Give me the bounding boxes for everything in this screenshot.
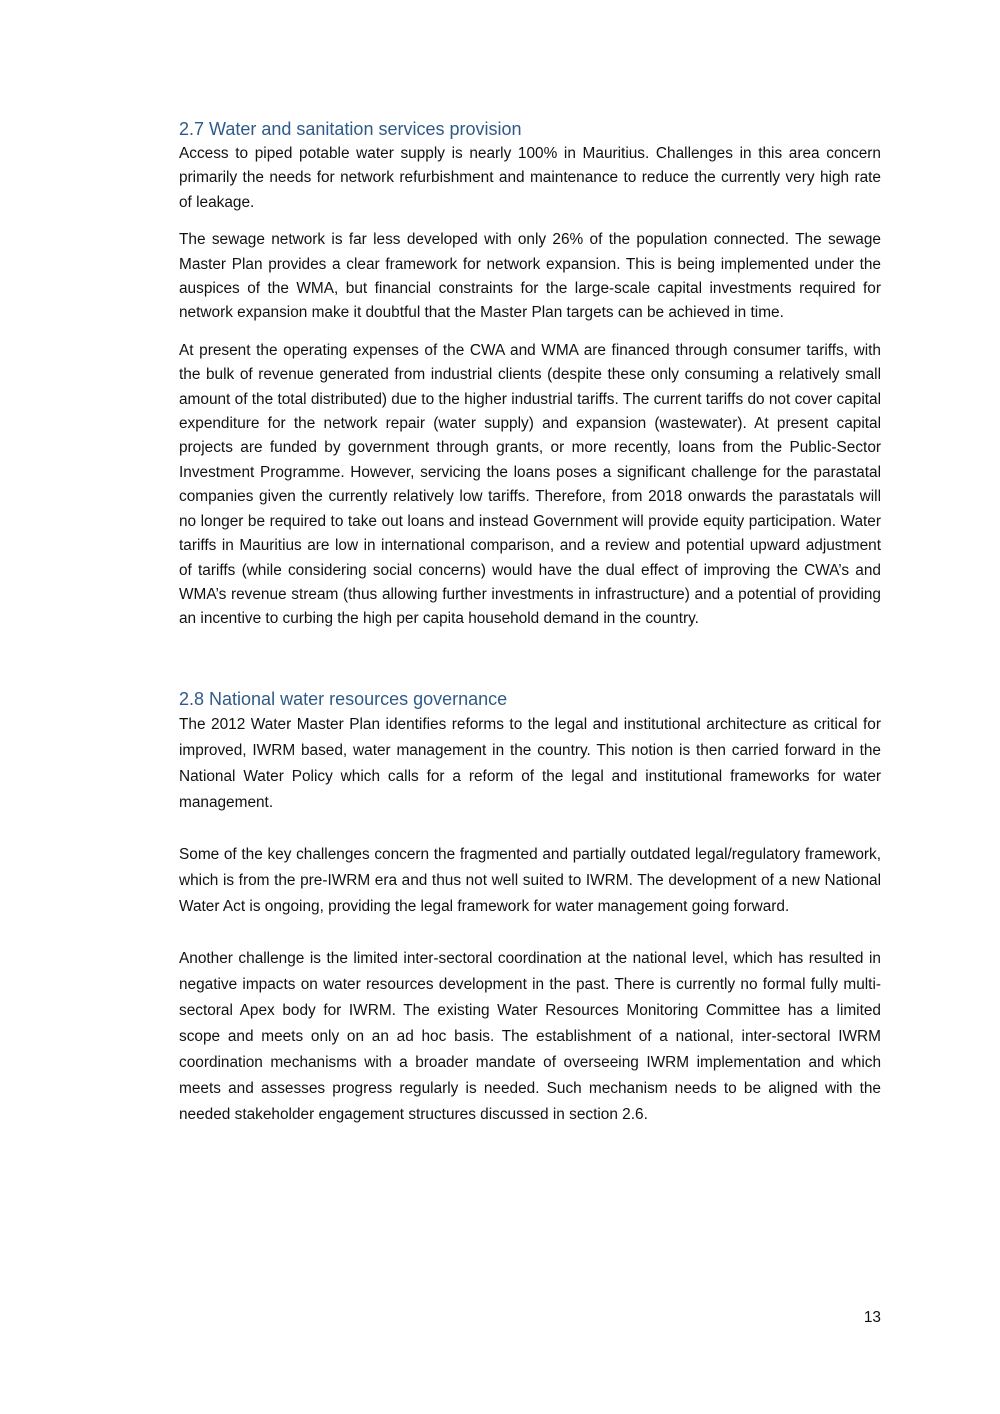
- paragraph: Some of the key challenges concern the fragmented and partially outdated legal/regulatory framework, which is from the pre-IWRM era and thus not well suited to IWRM. The development of a new National Water Act is ongoing, providing the legal framework for water management going forward.: [179, 845, 881, 915]
- section-heading: 2.8 National water resources governance: [179, 688, 508, 709]
- section-water-sanitation: [179, 116, 881, 632]
- paragraph: The 2012 Water Master Plan identifies reforms to the legal and institutional architecture as critical for improved, IWRM based, water management in the country. This notion is then carried forward in the National Water Policy which calls for a reform of the legal and institutional frameworks for water management.: [179, 715, 881, 811]
- section-heading: 2.7 Water and sanitation services provision: [179, 119, 522, 139]
- section-water-governance: [179, 686, 881, 1128]
- page-number: 13: [863, 1309, 881, 1326]
- paragraph: Access to piped potable water supply is nearly 100% in Mauritius. Challenges in this area concern primarily the needs for network refurbishment and maintenance to reduce the currently very high rate of leakage.: [179, 145, 881, 211]
- paragraph: The sewage network is far less developed with only 26% of the population connected. The sewage Master Plan provides a clear framework for network expansion. This is being implemented under the auspices of the WMA, but financial constraints for the large-scale capital investments required for network expansion make it doubtful that the Master Plan targets can be achieved in time.: [179, 231, 881, 322]
- document-page: [179, 116, 881, 1128]
- paragraph: Another challenge is the limited inter-sectoral coordination at the national level, which has resulted in negative impacts on water resources development in the past. There is currently no formal fully multi-sectoral Apex body for IWRM. The existing Water Resources Monitoring Committee has a limited scope and meets only on an ad hoc basis. The establishment of a national, inter-sectoral IWRM coordination mechanisms with a broader mandate of overseeing IWRM implementation and which meets and assesses progress regularly is needed. Such mechanism needs to be aligned with the needed stakeholder engagement structures discussed in section 2.6.: [179, 949, 881, 1123]
- paragraph: At present the operating expenses of the CWA and WMA are financed through consumer tariffs, with the bulk of revenue generated from industrial clients (despite these only consuming a relatively small amount of the total distributed) due to the higher industrial tariffs. The current tariffs do not cover capital expenditure for the network repair (water supply) and expansion (wastewater). At present capital projects are funded by government through grants, or more recently, loans from the Public-Sector Investment Programme. However, servicing the loans poses a significant challenge for the parastatal companies given the currently relatively low tariffs. Therefore, from 2018 onwards the parastatals will no longer be required to take out loans and instead Government will provide equity participation. Water tariffs in Mauritius are low in international comparison, and a review and potential upward adjustment of tariffs (while considering social concerns) would have the dual effect of improving the CWA’s and WMA’s revenue stream (thus allowing further investments in infrastructure) and a potential of providing an incentive to curbing the high per capita household demand in the country.: [179, 341, 881, 628]
